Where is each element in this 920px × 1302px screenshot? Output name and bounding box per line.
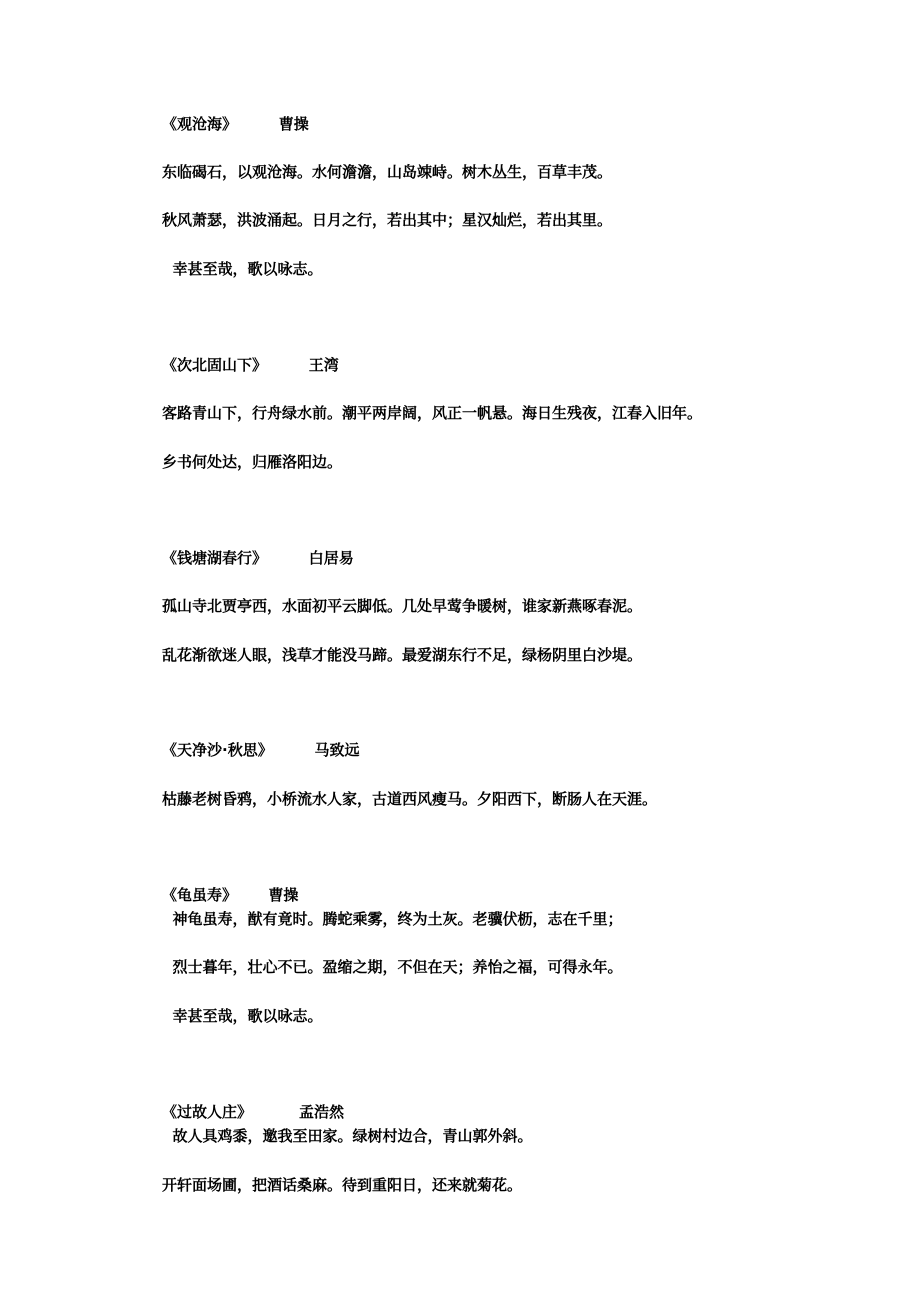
poem-title-line [162,355,339,375]
title-gap [252,1103,299,1121]
poem-author: 曹操 [278,115,309,133]
poem-line: 枯藤老树昏鸦，小桥流水人家，古道西风瘦马。夕阳西下，断肠人在天涯。 [162,790,658,808]
poem-author: 孟浩然 [299,1103,345,1121]
poem-line: 故人具鸡黍，邀我至田家。绿树村边合，青山郭外斜。 [162,1127,533,1145]
title-gap [237,886,268,904]
poem-title: 《观沧海》 [162,115,238,133]
poem-line: 幸甚至哉，歌以咏志。 [162,260,323,278]
title-gap [237,115,279,133]
poem-author: 王湾 [308,356,339,374]
poem-line: 烈士暮年，壮心不已。盈缩之期，不但在天；养怡之福，可得永年。 [162,958,623,976]
poem-title: 《次北固山下》 [162,356,268,374]
poem-title-line [162,114,309,134]
poem-title: 《天净沙·秋思》 [162,741,273,759]
poem-author: 曹操 [268,886,299,904]
title-gap [267,549,309,567]
title-gap [267,356,309,374]
poem-title-line [162,1102,344,1122]
poem-title: 《过故人庄》 [162,1103,253,1121]
poem-line: 客路青山下，行舟绿水前。潮平两岸阔，风正一帆悬。海日生残夜，江春入旧年。 [162,404,703,422]
poem-title-line [162,548,354,568]
poem-line: 秋风萧瑟，洪波涌起。日月之行，若出其中；星汉灿烂，若出其里。 [162,211,613,229]
poem-title-line [162,885,298,905]
poem-line: 乱花渐欲迷人眼，浅草才能没马蹄。最爱湖东行不足，绿杨阴里白沙堤。 [162,646,643,664]
poem-line: 东临碣石，以观沧海。水何澹澹，山岛竦峙。树木丛生，百草丰茂。 [162,163,613,181]
poem-line: 开轩面场圃，把酒话桑麻。待到重阳日，还来就菊花。 [162,1176,523,1194]
title-gap [273,741,315,759]
poem-line: 神龟虽寿，猷有竟时。腾蛇乘雾，终为土灰。老骥伏枥，志在千里； [162,910,623,928]
poem-title: 《龟虽寿》 [162,886,238,904]
poem-line: 乡书何处达，归雁洛阳边。 [162,453,343,471]
poem-title: 《钱塘湖春行》 [162,549,268,567]
poem-title-line [162,740,360,760]
poem-author: 马致远 [314,741,360,759]
poem-author: 白居易 [308,549,354,567]
poem-line: 孤山寺北贾亭西，水面初平云脚低。几处早莺争暖树，谁家新燕啄春泥。 [162,597,643,615]
poem-line: 幸甚至哉，歌以咏志。 [162,1007,323,1025]
